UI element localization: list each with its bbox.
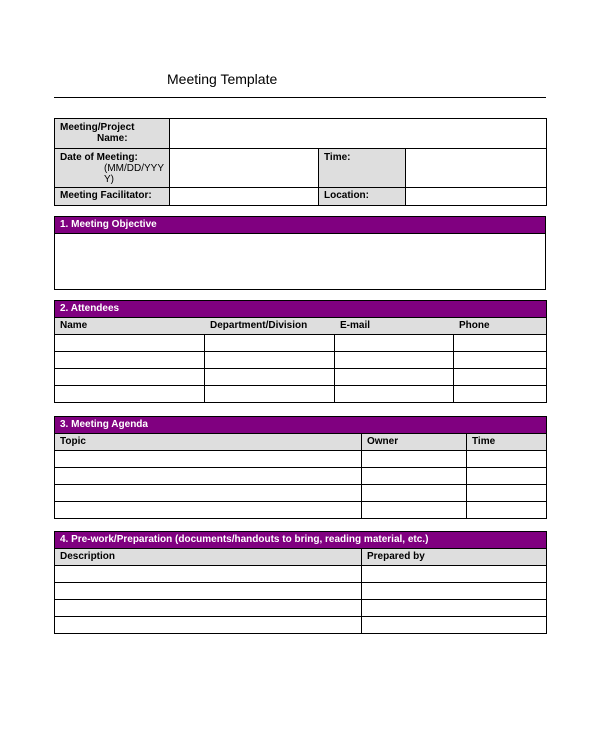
date-format-hint: (MM/DD/YYY Y) [104,163,164,185]
cell[interactable] [454,386,547,403]
time-field[interactable] [406,149,547,188]
table-row [55,451,547,468]
cell[interactable] [467,485,547,502]
title-divider [54,97,546,98]
project-name-field[interactable] [170,119,547,149]
cell[interactable] [454,352,547,369]
facilitator-label: Meeting Facilitator: [55,188,170,206]
agenda-header: 3. Meeting Agenda [55,417,547,434]
col-email: E-mail [335,318,454,335]
col-prepared-by: Prepared by [362,549,547,566]
prework-header: 4. Pre-work/Preparation (documents/handouts to bring, reading material, etc.) [55,532,547,549]
date-label-text: Date of Meeting: [60,152,138,163]
col-description: Description [55,549,362,566]
table-row [55,617,547,634]
cell[interactable] [362,451,467,468]
table-row [55,335,547,352]
cell[interactable] [362,600,547,617]
cell[interactable] [335,386,454,403]
objective-header: 1. Meeting Objective [55,217,546,234]
project-label-line1: Meeting/Project [60,122,135,133]
cell[interactable] [205,386,335,403]
cell[interactable] [335,369,454,386]
cell[interactable] [362,485,467,502]
table-row [55,468,547,485]
cell[interactable] [55,502,362,519]
cell[interactable] [55,369,205,386]
cell[interactable] [205,369,335,386]
cell[interactable] [467,468,547,485]
col-time: Time [467,434,547,451]
cell[interactable] [55,386,205,403]
cell[interactable] [454,369,547,386]
table-row [55,369,547,386]
objective-field[interactable] [55,234,546,290]
prework-section [54,531,547,634]
cell[interactable] [55,583,362,600]
table-row [55,502,547,519]
project-name-label [55,119,170,149]
location-label: Location: [319,188,406,206]
cell[interactable] [55,566,362,583]
meeting-info-table [54,118,547,206]
cell[interactable] [454,335,547,352]
cell[interactable] [335,335,454,352]
location-field[interactable] [406,188,547,206]
cell[interactable] [467,451,547,468]
table-row [55,352,547,369]
table-row [55,583,547,600]
col-topic: Topic [55,434,362,451]
cell[interactable] [362,583,547,600]
cell[interactable] [362,502,467,519]
table-row [55,386,547,403]
cell[interactable] [205,335,335,352]
col-name: Name [55,318,205,335]
page-title: Meeting Template [167,71,278,87]
cell[interactable] [55,352,205,369]
cell[interactable] [55,600,362,617]
table-row [55,566,547,583]
col-owner: Owner [362,434,467,451]
time-label: Time: [319,149,406,188]
cell[interactable] [362,468,467,485]
col-department: Department/Division [205,318,335,335]
cell[interactable] [362,617,547,634]
cell[interactable] [55,335,205,352]
cell[interactable] [205,352,335,369]
date-field[interactable] [170,149,319,188]
attendees-section [54,300,547,403]
cell[interactable] [467,502,547,519]
date-label [55,149,170,188]
attendees-header: 2. Attendees [55,301,547,318]
cell[interactable] [55,485,362,502]
col-phone: Phone [454,318,547,335]
project-label-line2: Name: [97,133,128,144]
cell[interactable] [55,451,362,468]
objective-section [54,216,546,290]
cell[interactable] [55,468,362,485]
table-row [55,485,547,502]
facilitator-field[interactable] [170,188,319,206]
table-row [55,600,547,617]
agenda-section [54,416,547,519]
cell[interactable] [362,566,547,583]
cell[interactable] [335,352,454,369]
cell[interactable] [55,617,362,634]
